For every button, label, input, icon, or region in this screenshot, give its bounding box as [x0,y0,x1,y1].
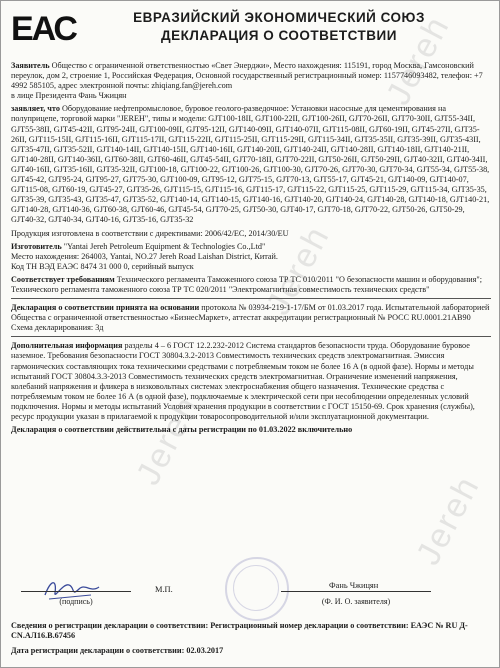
manufacturer-label: Изготовитель [11,241,62,251]
title-line-2: ДЕКЛАРАЦИЯ О СООТВЕТСТВИИ [161,28,397,43]
conformity-text: Технического регламента Таможенного союза ТР ТС 010/2011 "О безопасности машин и оборудования"; Технического регламента таможенного союза ТР ТС 020/2011 "Электромагнитная совместимость технических средств" [11,274,483,294]
registration-date: Дата регистрации декларации о соответствии: 02.03.2017 [11,646,224,655]
eac-logo: ЕАС [11,10,76,48]
document-title [65,9,493,45]
seal-place-label: М.П. [155,585,173,594]
applicant-text: Общество с ограниченной ответственностью «Свет Энерджи», Место нахождения: 115191, город Москва, Гамсоновский переулок, дом 2, строение 1, Российская Федерация, Основной государственный регистрационный номер: 1157746093482, телефон: +7 4992 585105, адрес электронной почты: zhiqiang.fan@jereh.com [11,61,483,91]
directives-line: Продукция изготовлена в соответствии с директивами: 2006/42/EC, 2014/30/EU [11,228,289,238]
additional-label: Дополнительная информация [11,341,123,351]
divider [11,298,491,299]
basis-section [11,303,491,333]
basis-text: протокола № 03934-219-1-17/БМ от 01.03.2017 года. Испытательной лабораторией Общества с ограниченной ответственностью «БизнесМаркет», аттестат аккредитации регистрационный № РОСС RU.0001.21АВ90 Схема декларирования: 3д [11,303,490,333]
signature-row [11,575,491,615]
validity-line: Декларация о соответствии действительна с даты регистрации по 01.03.2022 включительно [11,425,353,435]
signature-line [21,591,131,592]
company-stamp-inner [233,565,279,611]
watermark: Jereh [378,9,458,112]
declaration-body [11,61,491,438]
watermark: Jereh [128,389,208,492]
title-line-1: ЕВРАЗИЙСКИЙ ЭКОНОМИЧЕСКИЙ СОЮЗ [133,10,425,25]
declares-section [11,104,491,225]
additional-section [11,341,491,422]
manufacturer-text: "Yantai Jereh Petroleum Equipment & Technologies Co.,Ltd" [63,241,266,251]
divider [11,336,491,337]
applicant-section [11,61,491,101]
declares-text: Оборудование нефтепромысловое, буровое геолого-разведочное: Установки насосные для цементирования на полуприцепе, торговой марки "JEREH", типы и модели: GJT100-18II, GJT100-22II, GJT100-26II, GJT70-26II, GJT70-30II, GJT55-34II, GJT55-38II, GJT45-42II, GJT95-24II, GJT100-09II, GJT95-12II, GJT140-09II, GJT140-07II, GJT115-08II, GJT60-19II, GJT45-27II, GJT35-26II, GJT115-15II, GJT115-16II, GJT115-17II, GJT115-22II, GJT115-25II, GJT115-29II, GJT115-34II, GJT35-35II, GJT35-39II, GJT35-43II, GJT35-47II, GJT35-52II, GJT140-14II, GJT140-15II, GJT140-16II, GJT140-20II, GJT140-24II, GJT140-28II, GJT140-18II, GJT140-21II, GJT140-28II, GJT140-36II, GJT60-38II, GJT60-46II, GJT45-54II, GJT70-18II, GJT70-22II, GJT50-26II, GJT50-29II, GJT40-32II, GJT40-34II, GJT40-16II, GJT35-16II, GJT35-32II, GJT100-18, GJT100-22, GJT100-26, GJT100-30, GJT70-26, GJT70-30, GJT70-34, GJT55-34, GJT55-38, GJT45-42, GJT95-24, GJT95-27, GJT75-30, GJT100-09, GJT95-12, GJT75-15, GJT70-13, GJT55-17, GJT45-21, GJT140-09, GJT140-07, GJT115-08, GJT60-19, GJT45-27, GJT35-26, GJT115-15, GJT115-16, GJT115-17, GJT115-22, GJT115-25, GJT115-29, GJT115-34, GJT35-35, GJT35-39, GJT35-43, GJT35-47, GJT35-52, GJT140-14, GJT140-15, GJT140-16, GJT140-20, GJT140-24, GJT140-28, GJT140-18, GJT140-21, GJT140-28, GJT140-36, GJT60-38, GJT60-46, GJT45-54, GJT70-25, GJT50-30, GJT40-17, GJT70-18, GJT70-22, GJT50-26, GJT50-29, GJT40-32, GJT40-34, GJT40-16, GJT35-16, GJT35-32 [11,104,490,225]
additional-text: разделы 4 – 6 ГОСТ 12.2.232-2012 Система стандартов безопасности труда. Оборудование буровое наземное. Требования безопасности ГОСТ 30804.3.2-2013 Совместимость технических средств электромагнитная. Эмиссия гармонических составляющих тока техническими средствами с потребляемым током не более 16 А (в одной фазе). Нормы и методы испытаний ГОСТ 30804.3.3-2013 Совместимость технических средств электромагнитная. Ограничение изменений напряжения, колебаний напряжения и фликера в низковольтных системах электроснабжения общего назначения. Технические средства с потребляемым током не более 16 А (в одной фазе), подключаемые к электрической сети при несоблюдении определенных условий подключения. Нормы и методы испытаний Условия хранения продукции в соответствии с ГОСТ 15150-69. Срок хранения (службы), ресурс продукции указан в прилагаемой к продукции товаросопроводительной и/или эксплуатационной документации. [11,341,475,421]
manufacturer-section [11,242,491,272]
signer-name: Фань Чжицян [329,581,379,590]
name-line [281,591,431,592]
basis-label: Декларация о соответствии принята на основании [11,303,200,313]
registration-number: Сведения о регистрации декларации о соответствии: Регистрационный номер декларации о соответствии: ЕАЭС № RU Д-CN.АЛ16.В.67456 [11,621,468,640]
applicant-in-person: в лице Президента Фань Чжицян [11,91,127,101]
conformity-section [11,275,491,295]
hs-code: Код ТН ВЭД ЕАЭС 8474 31 000 0, серийный выпуск [11,261,194,271]
watermark: Jereh [258,219,338,322]
watermark: Jereh [408,469,488,572]
signature-caption: (подпись) [59,597,93,606]
manufacturer-address: Место нахождения: 264003, Yantai, NO.27 Jereh Road Laishan District, Китай. [11,251,278,261]
declares-label: заявляет, что [11,104,60,114]
name-caption: (Ф. И. О. заявителя) [321,597,391,606]
applicant-label: Заявитель [11,61,50,70]
document-header [9,7,493,53]
conformity-label: Соответствует требованиям [11,274,115,284]
